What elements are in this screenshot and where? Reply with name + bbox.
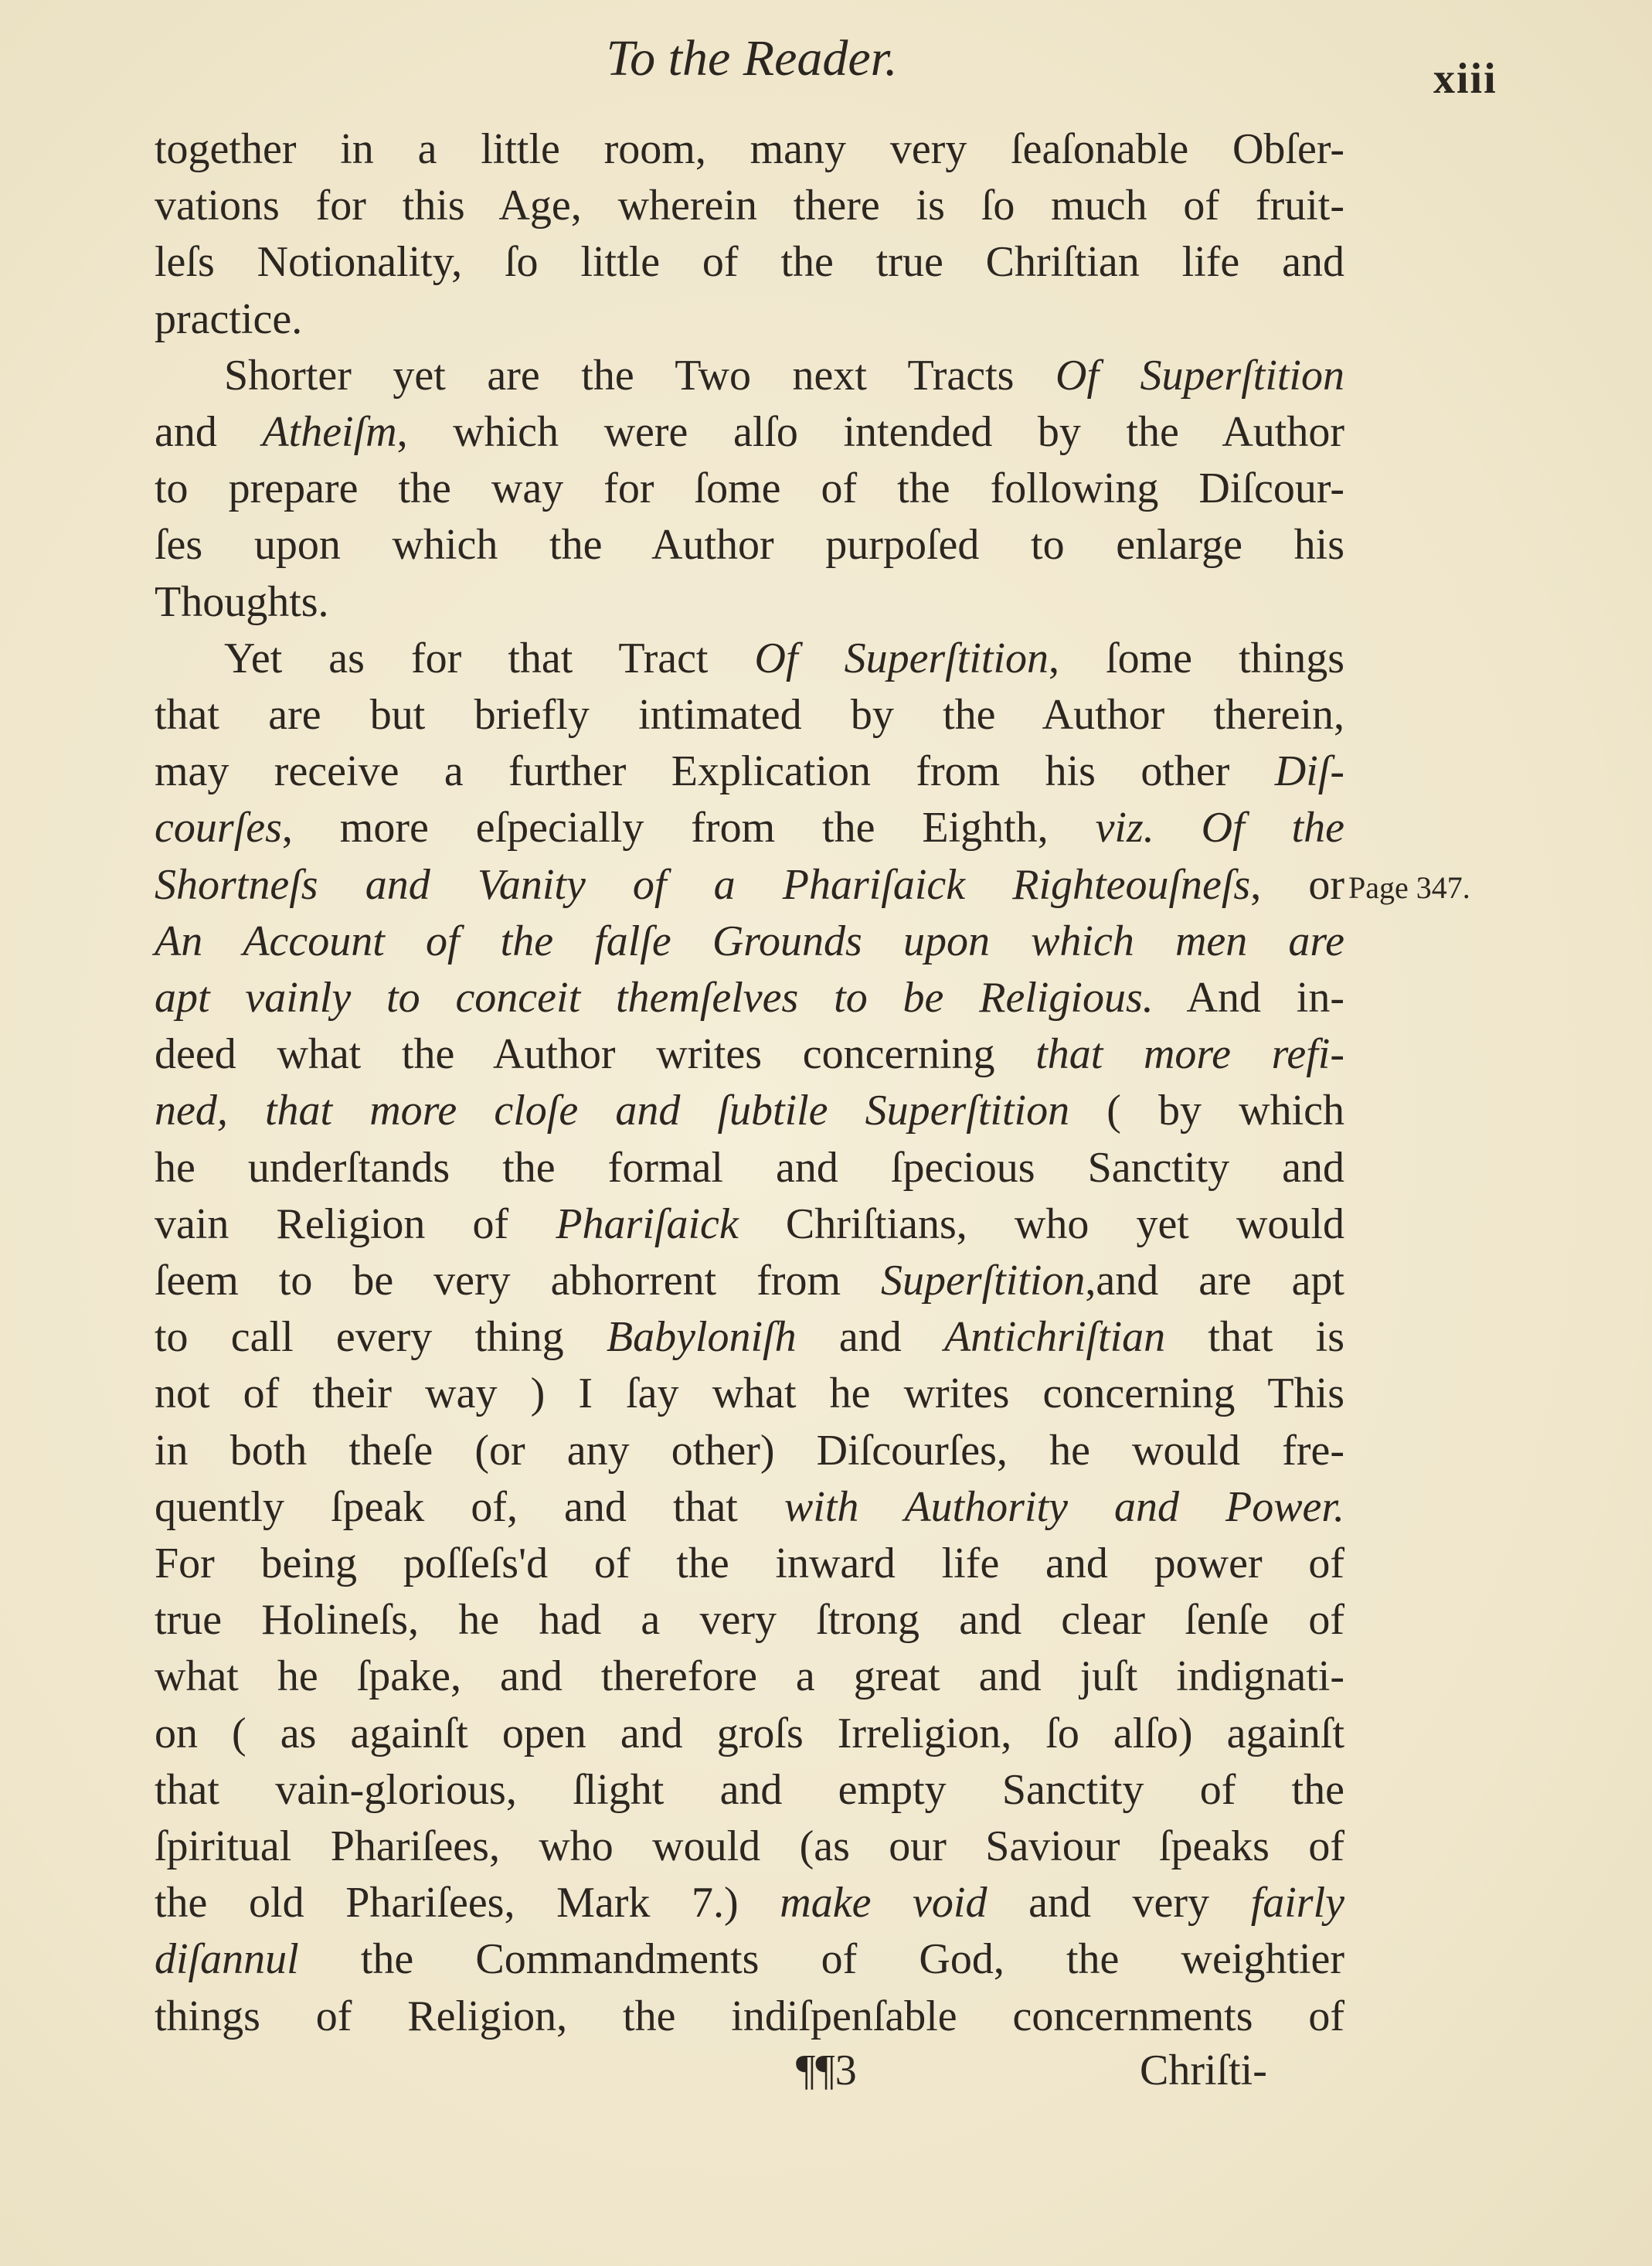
italic-text: Superſtition	[880, 1257, 1086, 1305]
text-line	[155, 1366, 1344, 1421]
text-segment: , ſome things	[1049, 634, 1344, 682]
text-line	[155, 1819, 1344, 1873]
text-line	[155, 1197, 1344, 1251]
italic-text: Shortneſs and Vanity of a Phariſaick Righteouſneſs	[155, 860, 1251, 909]
italic-text: Diſ-	[1274, 747, 1344, 796]
text-line	[155, 461, 1344, 515]
text-segment: that are but briefly intimated by the Author therein,	[155, 691, 1344, 739]
italic-text: An Account of the falſe Grounds upon which men are	[155, 917, 1344, 965]
text-segment: , or	[1250, 860, 1344, 909]
italic-text: courſes	[155, 804, 282, 852]
text-line	[155, 1310, 1344, 1364]
text-segment: vain Religion of	[155, 1199, 556, 1248]
text-line	[155, 1876, 1344, 1930]
text-segment: that vain-glorious, ſlight and empty Sanctity of the	[155, 1765, 1344, 1814]
italic-text: Of Superſtition	[754, 634, 1049, 682]
italic-text: with Authority and Power.	[784, 1482, 1344, 1531]
text-segment: and very	[987, 1879, 1251, 1927]
page-number: xiii	[1433, 55, 1497, 103]
italic-text: Babyloniſh	[606, 1313, 797, 1362]
text-line	[155, 631, 1344, 686]
text-segment: on ( as againſt open and groſs Irreligion, ſo alſo) againſt	[155, 1709, 1344, 1757]
text-segment: things of Religion, the indiſpenſable concernments of	[155, 1992, 1344, 2040]
text-segment: what he ſpake, and therefore a great and juſt indignati-	[155, 1652, 1344, 1701]
text-line	[155, 1536, 1344, 1591]
text-segment: , more eſpecially from the Eighth,	[281, 804, 1096, 852]
text-segment: to call every thing	[155, 1313, 607, 1362]
text-segment: For being poſſeſs'd of the inward life and power of	[155, 1540, 1344, 1587]
text-segment: ( by which	[1069, 1087, 1344, 1135]
text-line	[155, 744, 1344, 798]
text-segment: true Holineſs, he had a very ſtrong and clear ſenſe of	[155, 1596, 1344, 1645]
text-segment: , which were alſo intended by the Author	[396, 408, 1344, 456]
text-line	[155, 1593, 1344, 1647]
italic-text: Phariſaick	[556, 1199, 739, 1248]
text-segment: ſes upon which the Author purpoſed to enlarge his	[155, 521, 1344, 570]
text-line	[155, 914, 1344, 968]
text-line	[155, 1932, 1344, 1986]
text-line	[155, 1254, 1344, 1308]
running-title: To the Reader.	[606, 30, 898, 87]
text-line	[155, 1480, 1344, 1534]
text-segment: vations for this Age, wherein there is ſo much of fruit-	[155, 182, 1344, 230]
text-segment: quently ſpeak of, and that	[155, 1482, 784, 1531]
italic-text: that more refi-	[1035, 1030, 1344, 1079]
text-line	[155, 858, 1344, 912]
text-line	[155, 349, 1344, 403]
text-line	[155, 122, 1344, 176]
signature-mark: ¶¶3	[796, 2046, 857, 2094]
italic-text: apt vainly to conceit themſelves to be Religious.	[155, 974, 1154, 1022]
text-segment: ,and are apt	[1085, 1257, 1344, 1305]
text-segment: together in a little room, many very ſeaſonable Obſer-	[155, 125, 1344, 173]
text-line	[155, 1649, 1344, 1703]
text-segment: Yet as for that Tract	[224, 634, 755, 682]
text-line	[155, 1141, 1344, 1195]
text-segment: leſs Notionality, ſo little of the true Chriſtian life and	[155, 238, 1344, 287]
text-segment: in both theſe (or any other) Diſcourſes, he would fre-	[155, 1426, 1344, 1475]
margin-note: Page 347.	[1348, 869, 1470, 905]
text-line	[155, 179, 1344, 233]
text-line	[155, 1424, 1344, 1478]
text-segment: he underſtands the formal and ſpecious Sanctity and	[155, 1143, 1344, 1192]
text-line	[155, 518, 1344, 572]
text-line	[155, 971, 1344, 1025]
text-line	[155, 688, 1344, 742]
text-line	[155, 1027, 1344, 1081]
text-line	[155, 1763, 1344, 1817]
italic-text: viz. Of the	[1095, 804, 1344, 852]
catchword: Chriſti-	[1140, 2046, 1267, 2094]
text-segment: And in-	[1153, 974, 1344, 1022]
italic-text: ned, that more cloſe and ſubtile Superſtition	[155, 1087, 1070, 1135]
text-segment: Chriſtians, who yet would	[738, 1199, 1344, 1248]
text-segment: ſpiritual Phariſees, who would (as our Saviour ſpeaks of	[155, 1822, 1344, 1870]
text-segment: practice.	[155, 294, 303, 343]
text-segment: and	[155, 408, 263, 456]
text-segment: Thoughts.	[155, 577, 329, 626]
text-segment: to prepare the way for ſome of the following Diſcour-	[155, 464, 1344, 513]
text-segment: the Commandments of God, the weightier	[298, 1935, 1344, 1984]
text-line	[155, 801, 1344, 855]
text-line	[155, 1989, 1344, 2043]
text-segment: ſeem to be very abhorrent from	[155, 1257, 881, 1305]
text-segment: Shorter yet are the Two next Tracts	[224, 351, 1055, 400]
text-line	[155, 292, 1344, 346]
text-line	[155, 575, 1344, 629]
italic-text: make void	[780, 1879, 987, 1927]
italic-text: Antichriſtian	[943, 1313, 1166, 1362]
text-line	[155, 1706, 1344, 1761]
italic-text: Atheiſm	[262, 408, 397, 456]
text-line	[155, 1084, 1344, 1138]
text-line	[155, 235, 1344, 289]
text-segment: deed what the Author writes concerning	[155, 1030, 1036, 1079]
text-segment: that is	[1165, 1313, 1345, 1362]
text-segment: the old Phariſees, Mark 7.)	[155, 1879, 780, 1927]
text-segment: and	[796, 1313, 944, 1362]
italic-text: Of Superſtition	[1055, 351, 1344, 400]
text-segment: may receive a further Explication from his other	[155, 747, 1275, 796]
italic-text: fairly	[1250, 1879, 1345, 1927]
text-line	[155, 405, 1344, 459]
italic-text: diſannul	[155, 1935, 299, 1984]
text-segment: not of their way ) I ſay what he writes concerning This	[155, 1369, 1344, 1418]
